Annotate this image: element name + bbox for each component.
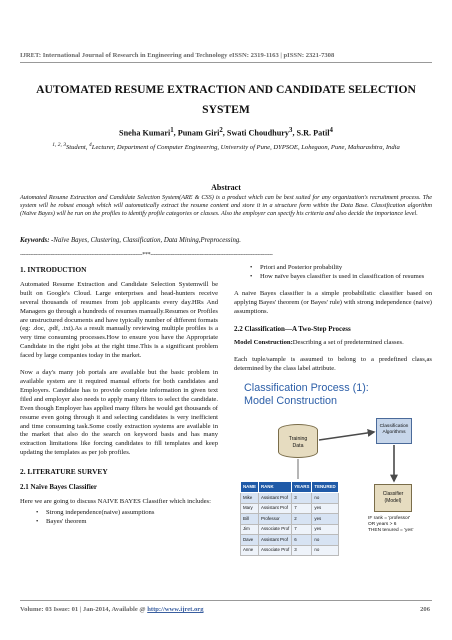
rule-line3: THEN tenured = 'yes' — [368, 528, 414, 534]
authors: Sneha Kumari$^1$, Punam Giri$^2$, Swati Choudhury$^3$, S.R. Patil$^4$ — [119, 127, 333, 138]
right-column — [234, 264, 432, 553]
table-header: NAME — [241, 482, 259, 493]
training-data-database — [278, 424, 318, 458]
list-item: • Strong independence(naive) assumptions — [36, 509, 218, 518]
naive-bayes-intro: Here we are going to discuss NAIVE BAYES Classifier which includes: — [20, 497, 211, 505]
affil-text-2: Lecturer, Department of Computer Engineering, University of Pune, DYPSOE, Lohegaon, Pune, Maharashtra, India — [91, 144, 400, 152]
classification-figure — [234, 380, 430, 553]
table-row — [241, 514, 339, 525]
table-cell: 2 — [292, 514, 312, 525]
table-cell: Anne — [241, 545, 259, 556]
classifier-model-box — [374, 484, 412, 512]
classifier-line2: (Model) — [384, 497, 402, 504]
model-construction — [234, 339, 432, 348]
list-item: • Priori and Posterior probability — [250, 264, 432, 273]
intro-heading: 1. INTRODUCTION — [20, 265, 87, 274]
table-body — [241, 493, 339, 556]
table-header: RANK — [258, 482, 291, 493]
table-cell: Jim — [241, 524, 259, 535]
author-1: Sneha Kumari — [119, 128, 171, 138]
section-separator: ------------------------------------------------------------------------***------------------------------------------------------------------------ — [20, 252, 273, 258]
table-row — [241, 503, 339, 514]
tuple-paragraph: Each tuple/sample is assumed to belong to a predefined class,as determined by the class label attribute. — [234, 356, 432, 373]
training-data-line2: Data — [292, 442, 304, 449]
table-cell: yes — [312, 514, 338, 525]
table-header: TENURED — [312, 482, 338, 493]
intro-paragraph-2: Now a day's many job portals are available but the basic problem in available system are it required manual efforts for both candidates and Employers. Candidate has to provide complete information in given text filed and employer also needs to apply many filters to select the candidate. Even though Employer has applied many filters he would get thousands of resume even going through it and selecting candidates is very inefficient and time consuming task.Some costly extraction systems are available in the market that also do the search on keyword basis and has many extraction limitations like forcing candidates to fill templates and keep updating the templates as per job profiles. — [20, 369, 218, 457]
classification-rule — [368, 516, 428, 534]
footer-divider — [20, 600, 432, 601]
list-item: • Bayes' theorem — [36, 518, 218, 527]
table-cell: no — [312, 545, 338, 556]
table-cell: yes — [312, 503, 338, 514]
header-divider — [20, 62, 432, 63]
table-cell: 3 — [292, 545, 312, 556]
table-row — [241, 493, 339, 504]
table-header: YEARS — [292, 482, 312, 493]
naive-bayes-definition: A naive Bayes classifier is a simple probabilistic classifier based on applying Bayes' theorem (or Bayes' rule) with strong independence (naive) assumptions. — [234, 289, 432, 315]
author-4-sup: 4 — [329, 127, 333, 134]
table-cell: 7 — [292, 503, 312, 514]
table-row — [241, 545, 339, 556]
table-cell: Associate Prof — [258, 545, 291, 556]
table-cell: Bill — [241, 514, 259, 525]
footer-text: Volume: 03 Issue: 01 | Jan-2014, Available @ — [20, 606, 148, 613]
table-cell: Associate Prof — [258, 524, 291, 535]
literature-heading: 2. LITERATURE SURVEY — [20, 467, 108, 477]
author-3: Swati Choudhury — [226, 128, 290, 138]
model-construction-label: Model Construction: — [234, 339, 293, 347]
table-cell: Professor — [258, 514, 291, 525]
rule-line2: OR years > 6 — [368, 522, 397, 528]
model-construction-text: Describing a set of predetermined classes. — [292, 339, 404, 347]
keywords — [20, 237, 432, 244]
paper-title-line2: SYSTEM — [202, 103, 250, 116]
list-item: • How naïve bayes classifier is used in classification of resumes — [250, 273, 432, 282]
left-column — [20, 264, 218, 527]
classifier-line1: Classifier — [382, 491, 404, 498]
affiliation — [40, 141, 412, 152]
classification-algorithms-box — [376, 418, 412, 444]
author-1-sup: 1 — [170, 127, 174, 134]
table-cell: no — [312, 493, 338, 504]
abstract-heading: Abstract — [211, 183, 241, 192]
table-row — [241, 524, 339, 535]
table-cell: yes — [312, 524, 338, 535]
table-cell: Mary — [241, 503, 259, 514]
affil-text-1: Student, — [65, 144, 90, 152]
page-number: 206 — [420, 606, 430, 613]
classification-heading: 2.2 Classification—A Two-Step Process — [234, 324, 351, 333]
table-cell: Dave — [241, 535, 259, 546]
table-row — [241, 535, 339, 546]
table-cell: 3 — [292, 493, 312, 504]
footer-volume — [20, 606, 204, 613]
journal-link[interactable]: http://www.ijret.org — [147, 606, 204, 613]
affil-sup-2: 4 — [89, 142, 92, 148]
rule-line1: IF rank = 'professor' — [368, 516, 411, 522]
table-cell: no — [312, 535, 338, 546]
arrow-data-to-algo — [319, 432, 374, 440]
keywords-list: Naïve Bayes, Clustering, Classification, Data Mining,Preprocessing. — [53, 237, 241, 244]
paper-title — [20, 80, 432, 120]
probability-list — [250, 264, 432, 282]
table-cell: Assistant Prof — [258, 503, 291, 514]
author-4: S.R. Patil — [296, 128, 330, 138]
training-data-line1: Training — [288, 436, 308, 443]
author-2-sup: 2 — [219, 127, 223, 134]
algo-line2: Algorithms — [382, 430, 406, 436]
author-3-sup: 3 — [289, 127, 293, 134]
journal-header: IJRET: International Journal of Research in Engineering and Technology eISSN: 2319-1163 | pISSN: 2321-7308 — [20, 52, 335, 59]
naive-bayes-list — [36, 509, 218, 527]
figure-title-line1: Classification Process (1): — [244, 382, 369, 395]
figure-title-line2: Model Construction — [244, 394, 338, 407]
affil-sup-1: 1, 2, 3 — [52, 142, 66, 148]
abstract-text: Automated Resume Extraction and Candidate Selection System(ARE & CSS) is a product which can be best suited for any organization's recruitment process. The system will be robust enough which will automatically extract the resume content and store it in a structure form within the Data Base. Classification algorithm (Naïve Bayes) will be run on the profiles to identify profile categories or classes. Also the employer can specify his criteria and also decide the importance level. — [20, 194, 432, 217]
naive-bayes-heading: 2.1 Naïve Bayes Classifier — [20, 483, 97, 492]
author-2: Punam Giri — [177, 128, 220, 138]
training-data-table — [240, 481, 339, 556]
table-cell: 6 — [292, 535, 312, 546]
algo-line1: Classification — [379, 424, 409, 430]
table-cell: Mike — [241, 493, 259, 504]
table-header-row — [241, 482, 339, 493]
keywords-label: Keywords: - — [20, 237, 54, 244]
intro-paragraph-1: Automated Resume Extraction and Candidate Selection Systemwill be built on Google's Cloud. Large enterprises and head-hunters receive several thousands of resumes from job applicants every day.HRs And Managers go through a hundreds of resumes manually.Resumes or Profiles are unstructured documents and have typically number of different formats (eg: .doc, .pdf, .txt).As a result manually reviewing multiple profiles is a very time consuming processes.How to ensure you have the Appropriate Candidate in the right jobs at the right time.This is a significant problem faced by large companies today in the market. — [20, 280, 218, 360]
table-cell: Assistant Prof — [258, 493, 291, 504]
paper-title-line1: AUTOMATED RESUME EXTRACTION AND CANDIDATE SELECTION — [36, 83, 416, 96]
table-cell: 7 — [292, 524, 312, 535]
table-cell: Assistant Prof — [258, 535, 291, 546]
